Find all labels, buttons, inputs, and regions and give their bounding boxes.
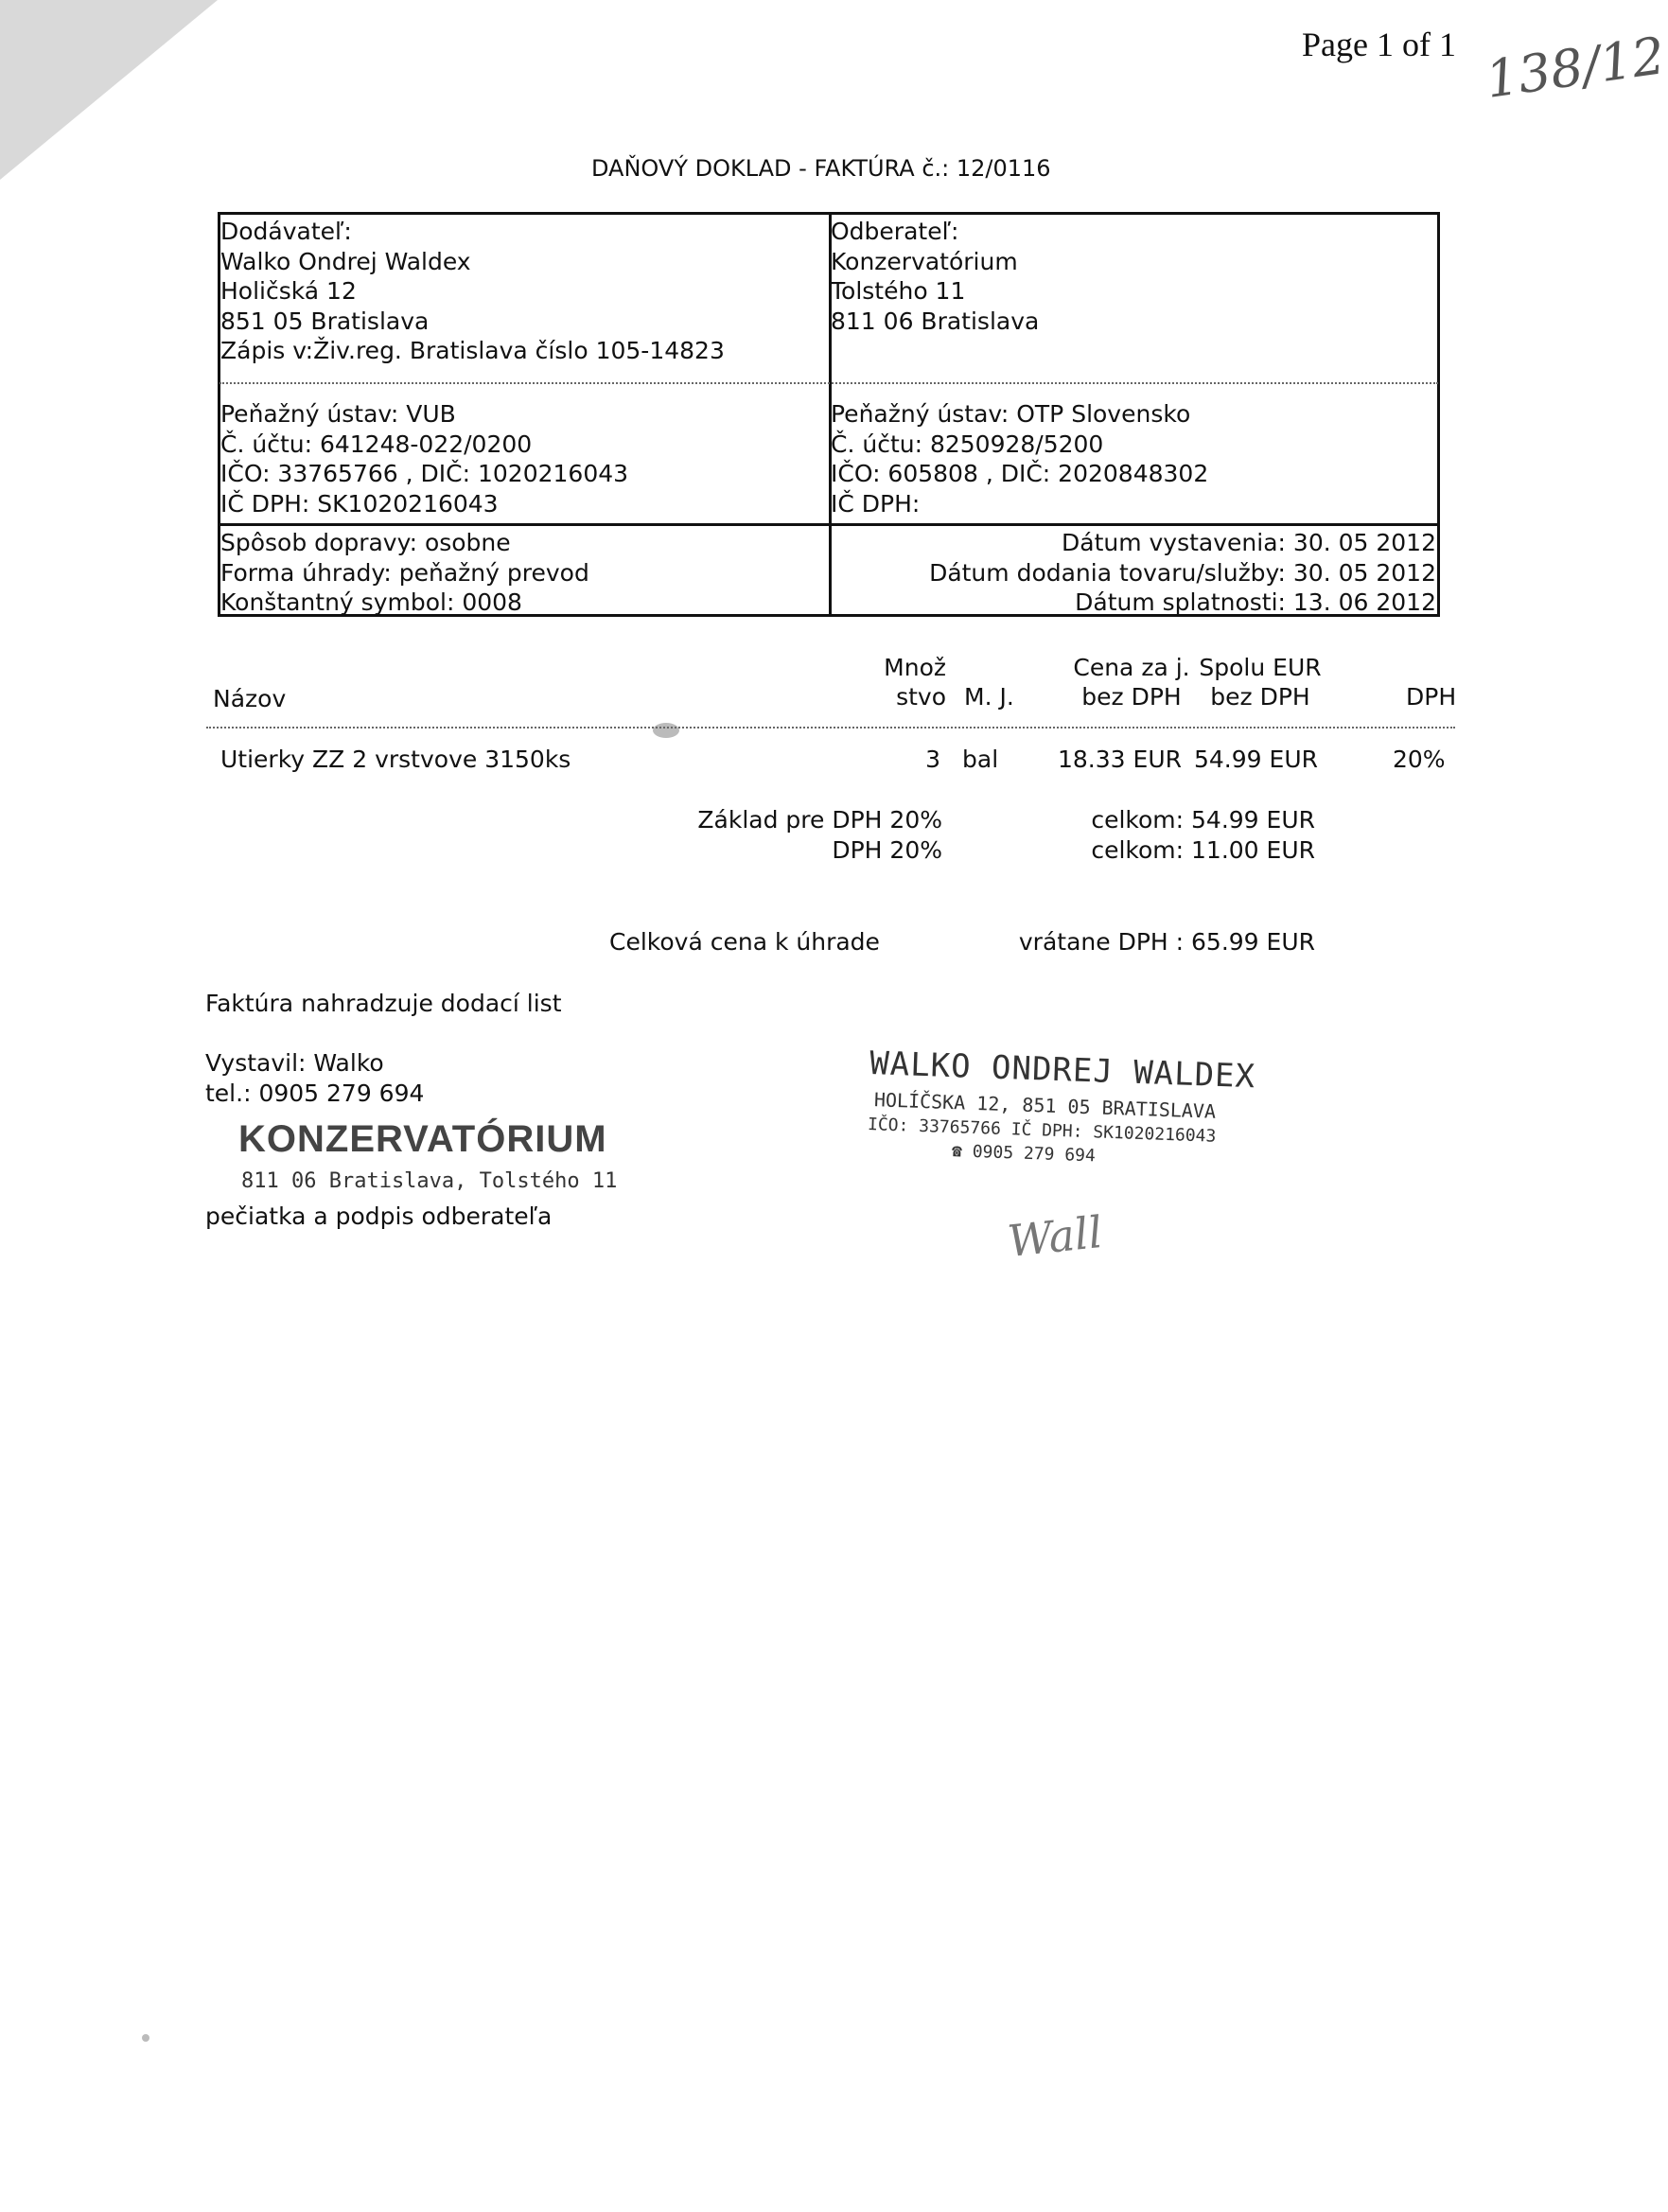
- dates-block: [833, 528, 1436, 618]
- folded-corner: [0, 0, 218, 180]
- vat-label: DPH 20%: [832, 836, 942, 864]
- delivery-date: Dátum dodania tovaru/služby: 30. 05 2012: [929, 558, 1436, 587]
- table-separator: [218, 523, 1440, 526]
- supplier-bank-line: IČ DPH: SK1020216043: [220, 489, 499, 518]
- transport-line: Spôsob dopravy: osobne: [220, 529, 511, 556]
- supplier-line: Walko Ondrej Waldex: [220, 247, 471, 275]
- transport-line: Konštantný symbol: 0008: [220, 588, 522, 616]
- supplier-stamp-address: HOLÍČSKA 12, 851 05 BRATISLAVA: [873, 1088, 1217, 1123]
- customer-bank-line: IČ DPH:: [831, 489, 921, 518]
- col-header-unit: M. J.: [964, 683, 1014, 711]
- page-number: Page 1 of 1: [1302, 26, 1456, 63]
- customer-signature-label: pečiatka a podpis odberateľa: [205, 1203, 553, 1230]
- item-vat: 20%: [1393, 746, 1446, 773]
- issued-by: Vystavil: Walko: [205, 1049, 384, 1077]
- supplier-line: Zápis v:Živ.reg. Bratislava číslo 105-14823: [220, 337, 725, 364]
- phone-icon: ☎: [951, 1141, 963, 1162]
- item-unit: bal: [962, 746, 999, 773]
- col-header-qty: Množ stvo: [884, 654, 946, 711]
- header-separator: [206, 727, 1455, 729]
- customer-heading: Odberateľ:: [831, 218, 959, 245]
- supplier-stamp: [867, 1045, 1256, 1171]
- customer-stamp-name: KONZERVATÓRIUM: [238, 1118, 607, 1160]
- supplier-stamp-phone: ☎ 0905 279 694: [951, 1141, 1097, 1167]
- grand-total-label: Celková cena k úhrade: [609, 928, 880, 956]
- supplier-line: Holičská 12: [220, 277, 357, 305]
- customer-bank-line: IČO: 605808 , DIČ: 2020848302: [831, 460, 1209, 487]
- supplier-stamp-ids: IČO: 33765766 IČ DPH: SK1020216043: [867, 1114, 1217, 1147]
- supplier-stamp-name: WALKO ONDREJ WALDEX: [869, 1045, 1256, 1097]
- supplier-heading: Dodávateľ:: [220, 218, 352, 245]
- col-header-price: Cena za j. bez DPH: [1073, 654, 1190, 711]
- supplier-bank-line: Peňažný ústav: VUB: [220, 400, 456, 428]
- customer-bank-line: Peňažný ústav: OTP Slovensko: [831, 400, 1191, 428]
- item-total: 54.99 EUR: [1194, 746, 1318, 773]
- customer-bank-block: [831, 399, 1208, 518]
- transport-block: [220, 528, 589, 618]
- supplier-signature: Wall: [1005, 1205, 1105, 1268]
- customer-line: 811 06 Bratislava: [831, 307, 1040, 335]
- handwritten-note: 138/12: [1482, 26, 1668, 110]
- customer-stamp-address: 811 06 Bratislava, Tolstého 11: [241, 1169, 618, 1193]
- issue-date: Dátum vystavenia: 30. 05 2012: [1062, 529, 1436, 556]
- vat-base-label: Základ pre DPH 20%: [697, 806, 942, 834]
- customer-block: [831, 217, 1039, 336]
- supplier-bank-line: IČO: 33765766 , DIČ: 1020216043: [220, 460, 629, 487]
- col-header-total: Spolu EUR bez DPH: [1199, 654, 1322, 711]
- delivery-note-text: Faktúra nahradzuje dodací list: [205, 990, 562, 1017]
- col-header-name: Názov: [213, 685, 287, 712]
- supplier-block: [220, 217, 725, 366]
- supplier-bank-line: Č. účtu: 641248-022/0200: [220, 430, 533, 458]
- supplier-line: 851 05 Bratislava: [220, 307, 430, 335]
- due-date: Dátum splatnosti: 13. 06 2012: [1075, 588, 1436, 616]
- supplier-bank-block: [220, 399, 628, 518]
- transport-line: Forma úhrady: peňažný prevod: [220, 558, 589, 587]
- issuer-phone: tel.: 0905 279 694: [205, 1080, 425, 1107]
- vat-base-value: celkom: 54.99 EUR: [1091, 806, 1315, 834]
- col-header-vat: DPH: [1406, 683, 1457, 711]
- table-separator: [219, 382, 1438, 384]
- item-price: 18.33 EUR: [1058, 746, 1182, 773]
- customer-line: Tolstého 11: [831, 277, 966, 305]
- item-name: Utierky ZZ 2 vrstvove 3150ks: [220, 746, 571, 773]
- invoice-title: DAŇOVÝ DOKLAD - FAKTÚRA č.: 12/0116: [591, 155, 1051, 182]
- grand-total-value: vrátane DPH : 65.99 EUR: [1018, 928, 1315, 956]
- scan-speck: [653, 723, 679, 738]
- customer-line: Konzervatórium: [831, 247, 1018, 275]
- item-qty: 3: [925, 746, 940, 773]
- vat-value: celkom: 11.00 EUR: [1091, 836, 1315, 864]
- scan-speck: [142, 2034, 149, 2042]
- customer-bank-line: Č. účtu: 8250928/5200: [831, 430, 1104, 458]
